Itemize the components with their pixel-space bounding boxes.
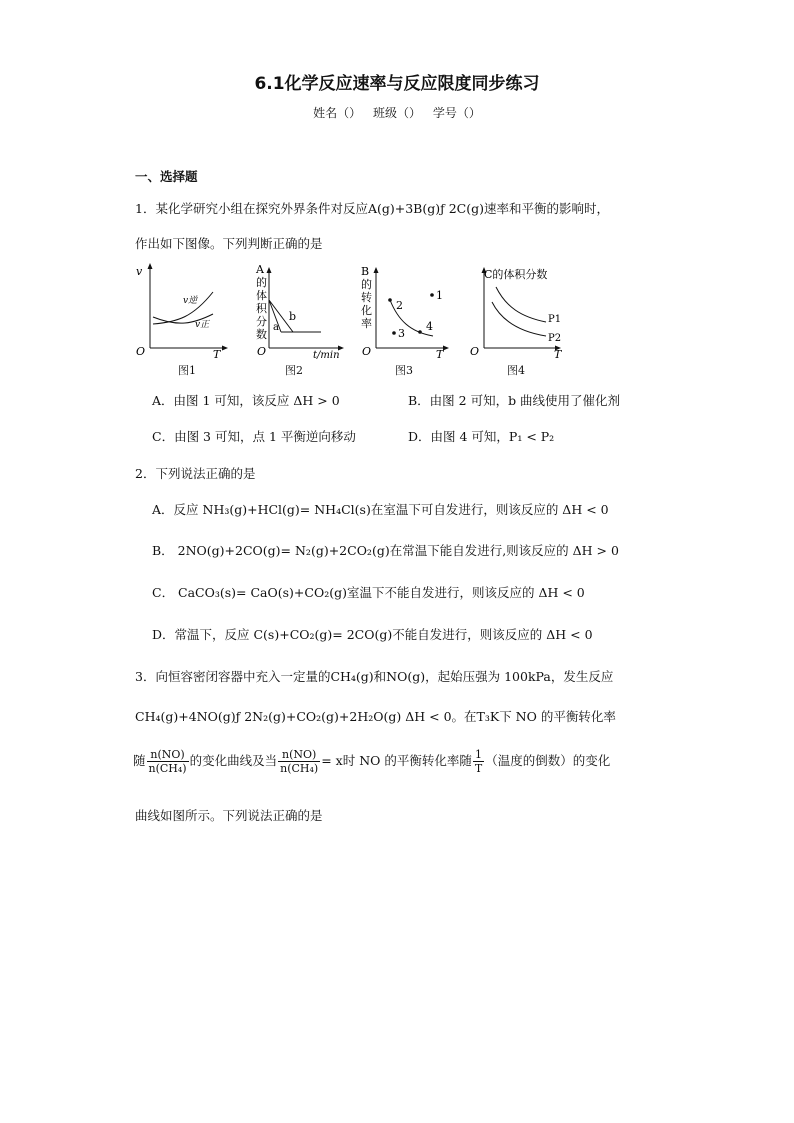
q1-option-c: C．由图 3 可知，点 1 平衡逆向移动 (152, 429, 356, 444)
q3-text-b: 的变化曲线及当 (189, 753, 278, 768)
fig2-caption: 图2 (285, 364, 303, 377)
q1-option-a: A．由图 1 可知，该反应 ΔH > 0 (152, 393, 340, 408)
fig3-y-label-1: B (361, 265, 370, 278)
fig3-point-3: 3 (398, 327, 405, 340)
fig1-curve-upper: v逆 (183, 296, 198, 306)
fig2-x-label: t/min (313, 350, 340, 361)
fig2-curve-b: b (289, 310, 297, 323)
fig4-x-label: T (554, 348, 562, 361)
fig3-y-label-4: 化 (361, 304, 372, 317)
fig2-y-label-5: 分 (256, 315, 267, 328)
fig3-x-label: T (436, 348, 444, 361)
q1-option-d: D．由图 4 可知，P₁ < P₂ (408, 429, 555, 444)
q1-stem-line2: 作出如下图像。下列判断正确的是 (135, 236, 323, 251)
q1-option-b: B．由图 2 可知，b 曲线使用了催化剂 (408, 393, 621, 408)
q2-option-d: D．常温下，反应 C(s)+CO₂(g)= 2CO(g)不能自发进行，则该反应的 ΔH < 0 (152, 627, 593, 642)
fig3-point-2: 2 (396, 299, 403, 312)
name-field: 姓名（） (313, 106, 362, 120)
figure-2 (253, 262, 348, 361)
fig3-origin: O (362, 345, 372, 358)
fig2-origin: O (257, 345, 267, 358)
class-field: 班级（） (372, 106, 421, 120)
fig1-caption: 图1 (178, 364, 196, 377)
student-info (0, 104, 794, 121)
page-title: 6.1化学反应速率与反应限度同步练习 (254, 74, 540, 94)
fig4-y-label: C的体积分数 (484, 268, 548, 281)
q3-stem-line2: CH₄(g)+4NO(g)ƒ 2N₂(g)+CO₂(g)+2H₂O(g) ΔH < 0。在T₃K下 NO 的平衡转化率 (135, 709, 616, 724)
q2-option-a: A．反应 NH₃(g)+HCl(g)= NH₄Cl(s)在室温下可自发进行，则该反应的 ΔH < 0 (152, 502, 609, 517)
figure-4 (466, 262, 566, 361)
q3-fraction-1: $\frac{n(NO)}{\text{n(CH₄)}}$ (148, 748, 187, 775)
q3-fraction-2: $\frac{n(NO)}{\text{n(CH₄)}}$ (280, 748, 319, 775)
q3-text-d: （温度的倒数）的变化 (485, 753, 611, 768)
fig2-y-label-6: 数 (256, 328, 267, 341)
figure-1 (133, 262, 228, 361)
q2-option-c: C． CaCO₃(s)= CaO(s)+CO₂(g)室温下不能自发进行，则该反应的 ΔH < 0 (152, 585, 585, 600)
fig4-curve-p2: P2 (548, 333, 562, 344)
fig2-y-label-3: 体 (256, 289, 267, 302)
fig1-x-label: T (213, 348, 221, 361)
fig3-point-4: 4 (426, 320, 433, 333)
fig3-caption: 图3 (395, 364, 413, 377)
fig2-y-label-2: 的 (256, 276, 267, 289)
q3-text-a: 随 (133, 753, 146, 768)
q2-stem: 2．下列说法正确的是 (135, 466, 256, 481)
fig3-point-1: 1 (436, 289, 443, 302)
fig3-y-label-5: 率 (361, 317, 372, 330)
q3-stem-line4: 曲线如图所示。下列说法正确的是 (135, 808, 323, 823)
fig3-y-label-2: 的 (361, 278, 372, 291)
fig1-curve-lower: v正 (195, 320, 210, 330)
q3-stem-line1: 3．向恒容密闭容器中充入一定量的CH₄(g)和NO(g)，起始压强为 100kPa，发生反应 (135, 669, 614, 684)
q1-stem-line1: 1．某化学研究小组在探究外界条件对反应A(g)+3B(g)ƒ 2C(g)速率和平衡的影响时， (135, 201, 609, 216)
fig2-y-label-4: 积 (256, 302, 267, 315)
q2-option-b: B． 2NO(g)+2CO(g)= N₂(g)+2CO₂(g)在常温下能自发进行,则该反应的 ΔH > 0 (152, 543, 619, 558)
fig2-curve-a: a (273, 322, 279, 333)
student-id-field: 学号（） (432, 106, 481, 120)
fig1-y-label: v (136, 265, 143, 278)
fig1-origin: O (136, 345, 146, 358)
q3-stem-line3 (133, 748, 610, 775)
q3-text-c: = x时 NO 的平衡转化率随 (321, 753, 472, 768)
fig4-origin: O (470, 345, 480, 358)
fig4-curve-p1: P1 (548, 314, 562, 325)
figure-3 (358, 262, 453, 361)
fig3-y-label-3: 转 (361, 291, 372, 304)
fig2-y-label-1: A (256, 263, 264, 276)
fig4-caption: 图4 (507, 364, 525, 377)
q3-fraction-3: $\frac{1}{T}$ (474, 748, 483, 775)
section-heading: 一、选择题 (135, 169, 198, 184)
